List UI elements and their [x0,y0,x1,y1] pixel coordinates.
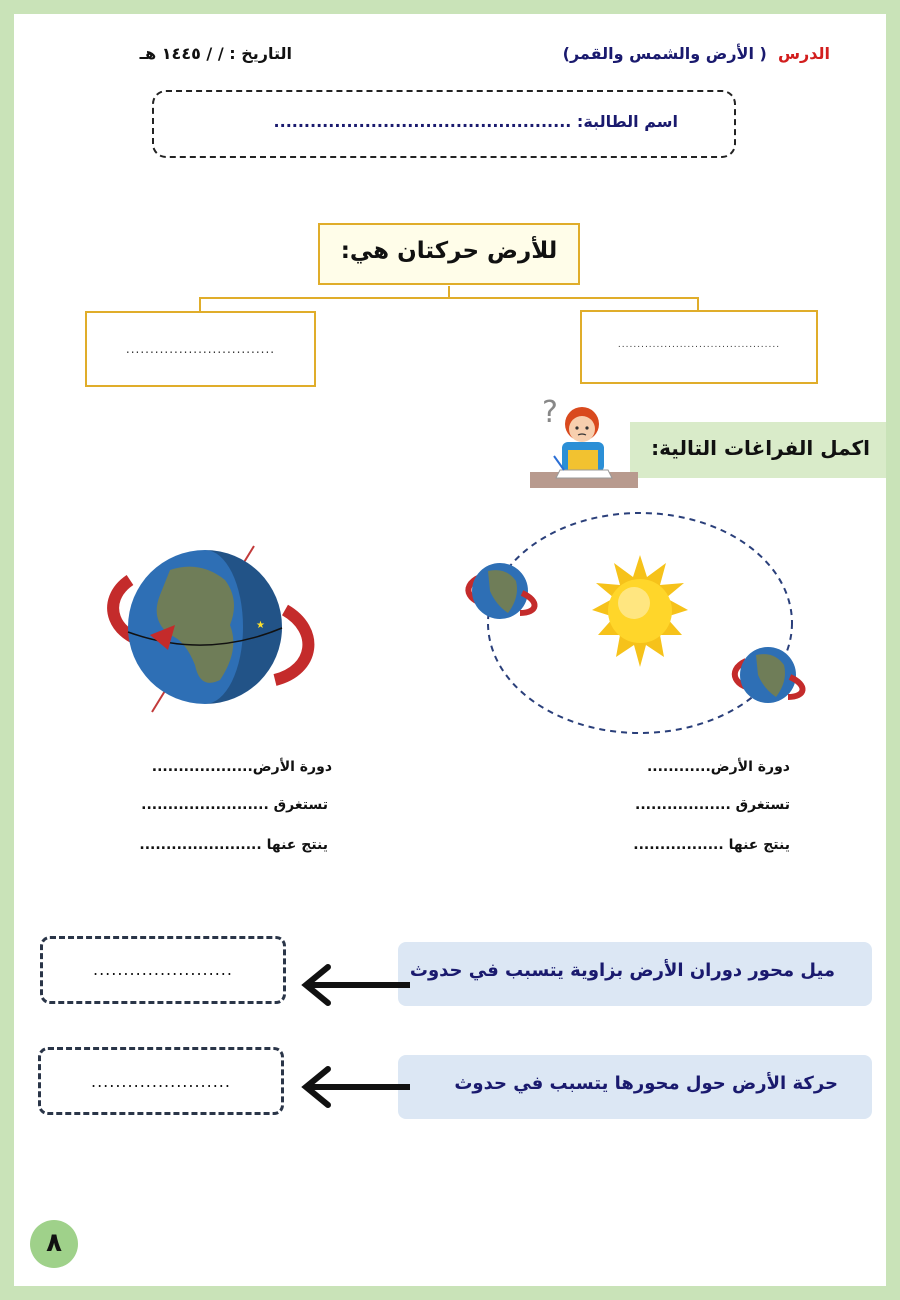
student-name-label[interactable]: اسم الطالبة: ................................................. [273,112,678,131]
instruction-text: اكمل الفراغات التالية: [651,436,870,460]
arrow-left-icon [298,1064,414,1110]
page-number: ٨ [46,1228,62,1258]
concept-title: للأرض حركتان هي: [340,238,558,264]
motion-answer-right-dots: .......................................... [617,340,781,350]
rotation-cycle-line[interactable]: دورة الأرض................... [151,759,332,775]
girl-face [569,416,595,442]
revolution-cycle-line[interactable]: دورة الأرض............ [646,759,790,775]
rotation-result-line[interactable]: ينتج عنها ....................... [139,837,328,853]
answer-dots-2: ....................... [91,1072,231,1091]
motion-answer-left-dots: ............................... [125,342,276,356]
answer-dots-1: ....................... [93,960,233,979]
earth-orbit-position-2 [735,647,803,703]
sun-icon [592,555,688,667]
earth-revolution-illustration [450,505,820,745]
question-mark-icon: ? [542,395,558,430]
girl-overall [568,450,598,470]
question-text-2: حركة الأرض حول محورها يتسبب في حدوث [454,1073,838,1094]
question-text-1: ميل محور دوران الأرض بزاوية يتسبب في حدوث [409,960,835,981]
revolution-result-line[interactable]: ينتج عنها ................. [633,837,790,853]
location-star-icon: ★ [256,620,265,631]
earth-rotation-illustration [90,540,330,720]
lesson-label: الدرس [777,44,830,63]
thinking-girl-illustration [520,390,645,495]
revolution-duration-line[interactable]: تستغرق .................. [635,797,790,813]
earth-orbit-position-1 [468,563,534,619]
arrow-left-icon [298,962,414,1008]
date-field: التاريخ : / / ١٤٤٥ هـ [139,44,292,63]
rotation-duration-line[interactable]: تستغرق ........................ [141,797,328,813]
lesson-title: ( الأرض والشمس والقمر) [562,44,767,63]
connector-left [200,286,449,312]
notebook-shape [556,470,612,478]
